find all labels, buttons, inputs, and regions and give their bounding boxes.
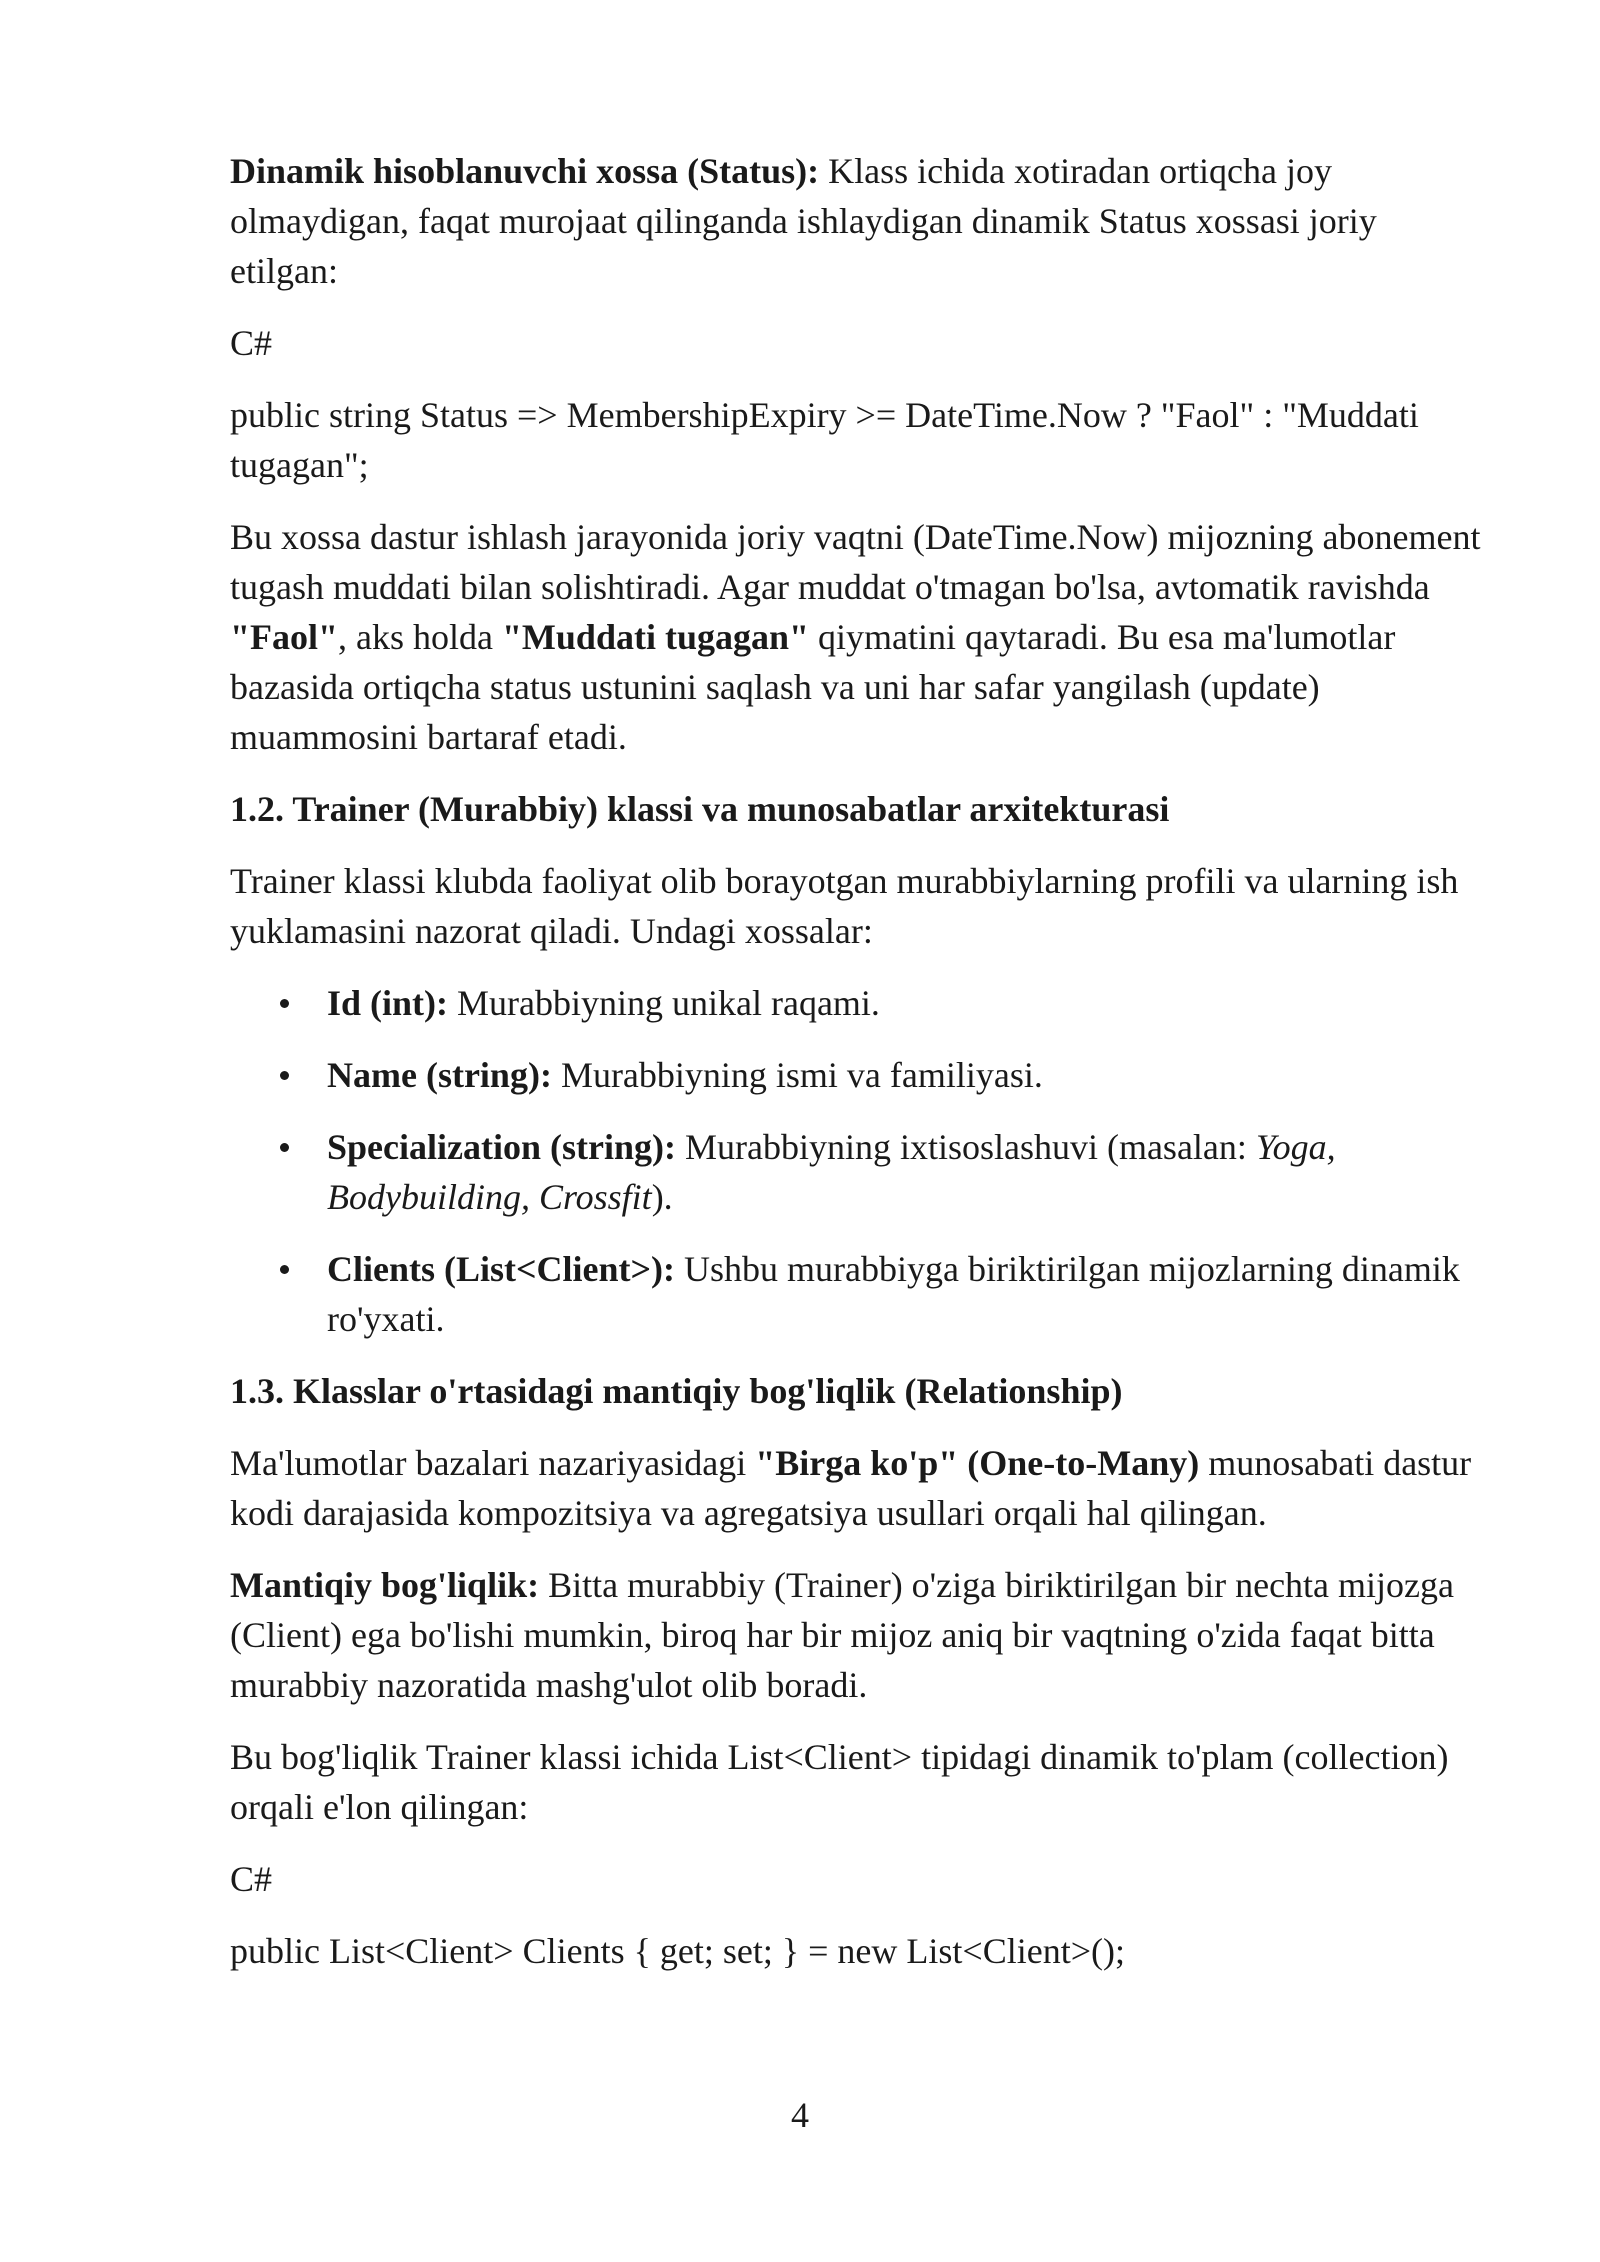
trainer-section-heading: 1.2. Trainer (Murabbiy) klassi va munosabatlar arxitekturasi (230, 789, 1170, 829)
property-term: Specialization (string): (327, 1127, 676, 1167)
relationship-p1-start: Ma'lumotlar bazalari nazariyasidagi (230, 1443, 756, 1483)
relationship-p1-end: munosabati dastur kodi darajasida kompozitsiya va agregatsiya usullari orqali hal qilingan. (230, 1443, 1472, 1533)
status-heading: Dinamik hisoblanuvchi xossa (Status): (230, 151, 820, 191)
property-term: Id (int): (327, 983, 449, 1023)
document-page (230, 146, 1490, 1998)
property-description-end: ). (651, 1177, 673, 1217)
one-to-many-term: "Birga ko'p" (One-to-Many) (755, 1443, 1200, 1483)
list-item (327, 1244, 1490, 1344)
list-item (327, 978, 1490, 1028)
list-item (327, 1122, 1490, 1222)
property-description: Murabbiyning ixtisoslashuvi (masalan: (675, 1127, 1256, 1167)
property-description: Murabbiyning unikal raqami. (448, 983, 880, 1023)
status-explanation-paragraph (230, 512, 1490, 762)
status-intro-paragraph (230, 146, 1490, 296)
relationship-paragraph-3: Bu bog'liqlik Trainer klassi ichida List<Client> tipidagi dinamik to'plam (collection) orqali e'lon qilingan: (230, 1737, 1449, 1827)
relationship-p2-text: Bitta murabbiy (Trainer) o'ziga biriktirilgan bir nechta mijozga (Client) ega bo'lishi mumkin, biroq har bir mijoz aniq bir vaqtning o'zida faqat bitta murabbiy nazoratida mashg'ulot olib boradi. (230, 1565, 1454, 1705)
property-term: Clients (List<Client>): (327, 1249, 675, 1289)
muddati-tugagan-value: "Muddati tugagan" (501, 617, 809, 657)
property-term: Name (string): (327, 1055, 552, 1095)
relationship-paragraph-2 (230, 1560, 1490, 1710)
logical-relation-label: Mantiqiy bog'liqlik: (230, 1565, 540, 1605)
relationship-paragraph-1 (230, 1438, 1490, 1538)
property-description: Murabbiyning ismi va familiyasi. (551, 1055, 1043, 1095)
faol-value: "Faol" (230, 617, 338, 657)
property-description: Ushbu murabbiyga biriktirilgan mijozlarning dinamik ro'yxati. (327, 1249, 1460, 1339)
clients-code-line: public List<Client> Clients { get; set; } = new List<Client>(); (230, 1931, 1125, 1971)
status-explain-part-2: , aks holda (337, 617, 502, 657)
clients-code-lang-label: C# (230, 1859, 273, 1899)
specialization-examples: Yoga, Bodybuilding, Crossfit (327, 1127, 1336, 1217)
trainer-intro-paragraph: Trainer klassi klubda faoliyat olib borayotgan murabbiylarning profili va ularning ish yuklamasini nazorat qiladi. Undagi xossalar: (230, 861, 1459, 951)
relationship-section-heading: 1.3. Klasslar o'rtasidagi mantiqiy bog'liqlik (Relationship) (230, 1371, 1123, 1411)
status-intro-text: Klass ichida xotiradan ortiqcha joy olmaydigan, faqat murojaat qilinganda ishlaydigan dinamik Status xossasi joriy etilgan: (230, 151, 1377, 291)
status-explain-part-1: Bu xossa dastur ishlash jarayonida joriy vaqtni (DateTime.Now) mijozning abonement tugash muddati bilan solishtiradi. Agar muddat o'tmagan bo'lsa, avtomatik ravishda (230, 517, 1481, 607)
status-code-line: public string Status => MembershipExpiry >= DateTime.Now ? "Faol" : "Muddati tugagan"; (230, 395, 1419, 485)
page-number: 4 (791, 2095, 809, 2135)
status-code-lang-label: C# (230, 323, 273, 363)
status-explain-part-3: qiymatini qaytaradi. Bu esa ma'lumotlar bazasida ortiqcha status ustunini saqlash va uni har safar yangilash (update) muammosini bartaraf etadi. (230, 617, 1396, 757)
list-item (327, 1050, 1490, 1100)
trainer-properties-list (230, 978, 1490, 1344)
